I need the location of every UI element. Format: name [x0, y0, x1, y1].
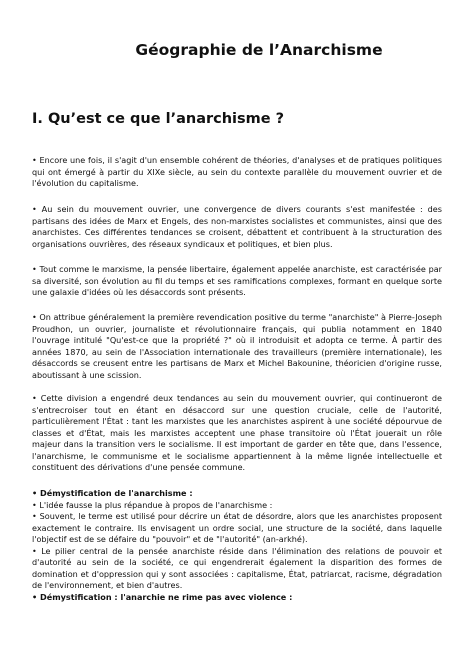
demystification-item: • Le pilier central de la pensée anarchiste réside dans l'élimination des relations de pouvoir et d'autorité au sein de la société, ce qui engendrerait également la disparition des formes de domination et d'oppression qui y sont associées : capitalisme, État, patriarcat, racisme, dégradation de l'environnement, et bien d'autres. [32, 545, 442, 590]
demystification-heading: • Démystification de l'anarchisme : [32, 488, 193, 498]
paragraph-2: • Au sein du mouvement ouvrier, une convergence de divers courants s'est manifestée : des partisans des idées de Marx et Engels, des non-marxistes socialistes et communistes, ainsi que des anarchistes. Ces différentes tendances se croisent, débattent et contribuent à la structuration des organisations ouvrières, des réseaux syndicaux et politiques, et bien plus. [32, 204, 442, 249]
paragraph-3: • Tout comme le marxisme, la pensée libertaire, également appelée anarchiste, est caractérisée par sa diversité, son évolution au fil du temps et ses ramifications complexes, formant en quelque sorte une galaxie d'idées où les désaccords sont présents. [32, 264, 442, 297]
demystification-item: • L'idée fausse la plus répandue à propos de l'anarchisme : [32, 499, 273, 510]
demystification-subheading: • Démystification : l'anarchie ne rime pas avec violence : [32, 591, 293, 602]
document-title: Géographie de l’Anarchisme [135, 41, 383, 59]
demystification-section [32, 488, 442, 603]
paragraph-4: • On attribue généralement la première revendication positive du terme "anarchiste" à Pierre-Joseph Proudhon, un ouvrier, journaliste et révolutionnaire français, qui publia notamment en 1840 l'ouvrage intitulé "Qu'est-ce que la propriété ?" où il introduisit et adopta ce terme. À partir des années 1870, au sein de l'Association internationale des travailleurs (première internationale), les désaccords se creusent entre les partisans de Marx et Michel Bakounine, théoricien d'origine russe, aboutissant à une scission. [32, 312, 442, 380]
demystification-item: • Souvent, le terme est utilisé pour décrire un état de désordre, alors que les anarchistes proposent exactement le contraire. Ils envisagent un ordre social, une structure de la société, dans laquelle l'objectif est de se défaire du "pouvoir" et de "l'autorité" (an-arkhé). [32, 511, 442, 544]
section-heading: I. Qu’est ce que l’anarchisme ? [32, 111, 285, 127]
paragraph-5: • Cette division a engendré deux tendances au sein du mouvement ouvrier, qui continueront de s'entrecroiser tout en étant en désaccord sur une question cruciale, celle de l'autorité, particulièrement l'État : tant les marxistes que les anarchistes aspirent à une société dépourvue de classes et d'État, mais les marxistes acceptent une phase transitoire où l'État jouerait un rôle majeur dans la transition vers le socialisme. Il est important de garder en tête que, dans l'essence, l'anarchisme, le communisme et le socialisme appartiennent à la même lignée intellectuelle et constituent des dérivations d'une pensée commune. [32, 393, 442, 472]
paragraph-1: • Encore une fois, il s'agit d'un ensemble cohérent de théories, d'analyses et de pratiques politiques qui ont émergé à partir du XIXe siècle, au sein du contexte parallèle du mouvement ouvrier et de l'évolution du capitalisme. [32, 155, 442, 188]
